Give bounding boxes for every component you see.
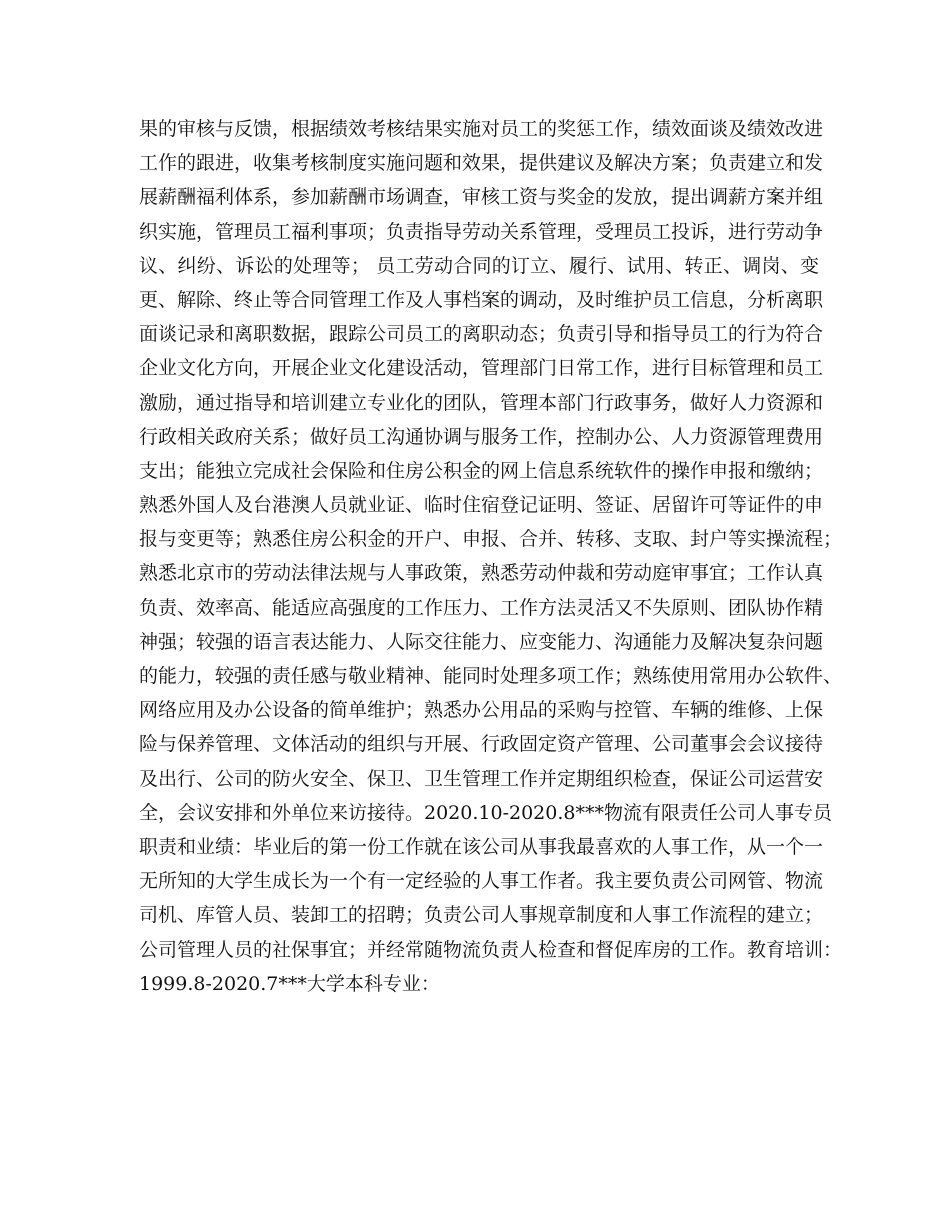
text-line-26: 1999.8-2020.7***大学本科专业： (139, 972, 440, 995)
text-line-10: 行政相关政府关系；做好员工沟通协调与服务工作，控制办公、人力资源管理费用 (139, 425, 824, 448)
text-line-6: 更、解除、终止等合同管理工作及人事档案的调动，及时维护员工信息，分析离职 (139, 288, 824, 311)
text-line-11: 支出；能独立完成社会保险和住房公积金的网上信息系统软件的操作申报和缴纳； (139, 459, 824, 482)
text-line-15: 负责、效率高、能适应高强度的工作压力、工作方法灵活又不失原则、团队协作精 (139, 596, 824, 619)
text-line-17: 的能力，较强的责任感与敬业精神、能同时处理多项工作；熟练使用常用办公软件、 (139, 665, 843, 687)
document-body (139, 112, 843, 1001)
text-line-8: 企业文化方向，开展企业文化建设活动，管理部门日常工作，进行目标管理和员工 (139, 357, 824, 380)
text-line-3: 展薪酬福利体系，参加薪酬市场调查，审核工资与奖金的发放，提出调薪方案并组 (139, 186, 824, 209)
text-line-25: 公司管理人员的社保事宜；并经常随物流负责人检查和督促库房的工作。教育培训： (139, 938, 843, 961)
text-line-18: 网络应用及办公设备的简单维护；熟悉办公用品的采购与控管、车辆的维修、上保 (139, 699, 824, 722)
text-line-14: 熟悉北京市的劳动法律法规与人事政策，熟悉劳动仲裁和劳动庭审事宜；工作认真 (139, 562, 824, 585)
text-line-7: 面谈记录和离职数据，跟踪公司员工的离职动态；负责引导和指导员工的行为符合 (139, 323, 824, 346)
text-line-20: 及出行、公司的防火安全、保卫、卫生管理工作并定期组织检查，保证公司运营安 (139, 767, 824, 790)
text-line-5: 议、纠纷、诉讼的处理等； 员工劳动合同的订立、履行、试用、转正、调岗、变 (139, 254, 819, 277)
text-line-19: 险与保养管理、文体活动的组织与开展、行政固定资产管理、公司董事会会议接待 (139, 733, 824, 756)
text-line-16: 神强；较强的语言表达能力、人际交往能力、应变能力、沟通能力及解决复杂问题 (139, 630, 824, 653)
text-line-24: 司机、库管人员、装卸工的招聘；负责公司人事规章制度和人事工作流程的建立； (139, 904, 824, 927)
text-line-21: 全，会议安排和外单位来访接待。2020.10-2020.8***物流有限责任公司人事专员 (139, 801, 832, 824)
text-line-4: 织实施，管理员工福利事项；负责指导劳动关系管理，受理员工投诉，进行劳动争 (139, 220, 824, 243)
text-line-13: 报与变更等；熟悉住房公积金的开户、申报、合并、转移、支取、封户等实操流程； (139, 528, 843, 551)
text-line-23: 无所知的大学生成长为一个有一定经验的人事工作者。我主要负责公司网管、物流 (139, 870, 824, 893)
text-line-9: 激励，通过指导和培训建立专业化的团队，管理本部门行政事务，做好人力资源和 (139, 391, 824, 414)
text-line-1: 果的审核与反馈，根据绩效考核结果实施对员工的奖惩工作，绩效面谈及绩效改进 (139, 118, 824, 140)
text-line-22: 职责和业绩：毕业后的第一份工作就在该公司从事我最喜欢的人事工作，从一个一 (139, 835, 824, 858)
text-line-2: 工作的跟进，收集考核制度实施问题和效果，提供建议及解决方案；负责建立和发 (139, 152, 824, 175)
text-line-12: 熟悉外国人及台港澳人员就业证、临时住宿登记证明、签证、居留许可等证件的申 (139, 494, 824, 517)
